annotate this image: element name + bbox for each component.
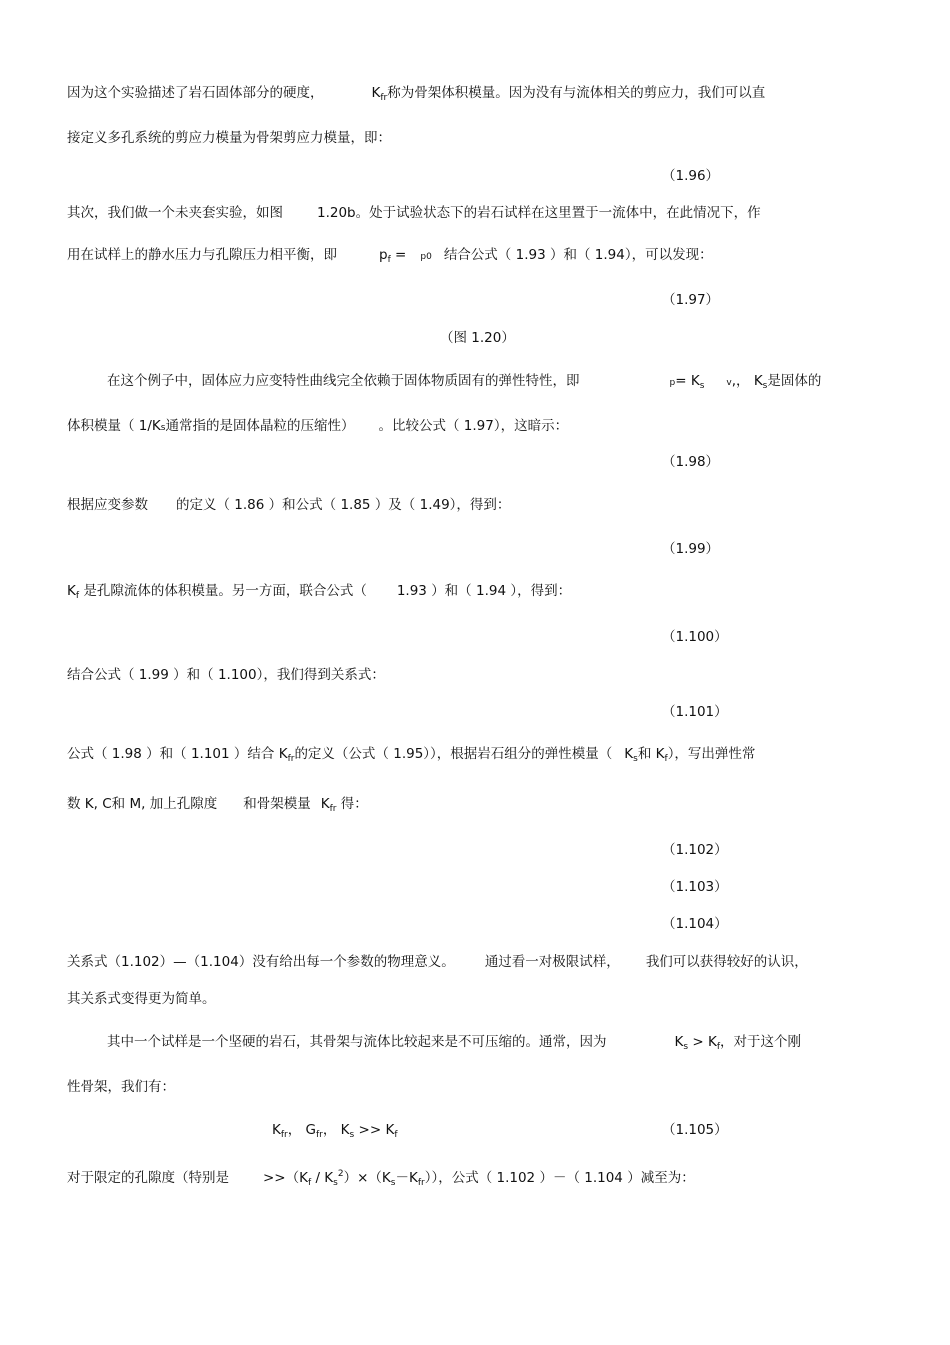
symbol-p0: p [420, 252, 427, 262]
text-segment: ）没有给出每一个参数的物理意义。 [238, 954, 455, 970]
subscript: s [699, 381, 705, 391]
text-line-14 [107, 1033, 801, 1051]
equation-ref: 1.94 [475, 583, 507, 599]
text-segment: >>（K [263, 1170, 308, 1186]
subscript: 0 [426, 252, 432, 262]
text-segment: ）减至为： [627, 1170, 695, 1186]
equation-ref: 1.97 [463, 418, 494, 434]
text-segment: 我们可以获得较好的认识， [645, 954, 808, 970]
text-segment: ），得到： [449, 497, 511, 513]
equation-ref: 1.86 [234, 497, 265, 513]
text-segment: 称为骨架体积模量。因为没有与流体相关的剪应力，我们可以直 [387, 85, 766, 101]
symbol-kf: K [67, 583, 76, 599]
text-segment: 结合公式（ [443, 247, 512, 263]
text-segment: 其次，我们做一个未夹套实验，如图 [67, 205, 283, 221]
text-line-10 [67, 745, 755, 763]
display-equation-1-105 [272, 1121, 397, 1139]
subscript: fr [287, 754, 295, 764]
equation-number-1-99: （1.99） [662, 541, 720, 557]
symbol-kfr: K [320, 796, 330, 812]
text-segment: 用在试样上的静水压力与孔隙压力相平衡，即 [67, 247, 337, 263]
equation-number-1-97: （1.97） [662, 292, 720, 308]
equation-ref: 1.94 [594, 247, 625, 263]
text-segment: 的定义（公式（ [294, 746, 389, 762]
text-segment: ）和（ [549, 247, 591, 263]
equation-number-1-100: （1.100） [662, 629, 728, 645]
text-segment: ），这暗示： [493, 418, 569, 434]
symbol-ks: K [753, 373, 763, 389]
inequality: > K [692, 1034, 717, 1050]
subscript: f [75, 591, 80, 601]
text-segment: / K [315, 1170, 334, 1186]
equals-sign: = [395, 247, 407, 263]
text-line-2: 接定义多孔系统的剪应力模量为骨架剪应力模量，即： [67, 130, 391, 146]
symbol-gfr: G [305, 1122, 316, 1138]
equation-number-1-104: （1.104） [662, 916, 728, 932]
symbol-p: p [669, 378, 676, 388]
equation-ref: 1.102 [496, 1170, 536, 1186]
subscript: s [633, 754, 638, 764]
subscript: f [716, 1042, 720, 1052]
text-segment: ）结合 [233, 746, 275, 762]
equation-inline: = K [675, 373, 700, 389]
text-segment: 加上孔隙度 [149, 796, 218, 812]
text-segment: ），可以发现： [624, 247, 713, 263]
symbol-pf: p [379, 247, 388, 263]
text-line-9 [67, 666, 385, 684]
symbol-kf: K [655, 746, 665, 762]
text-segment: －K [395, 1170, 418, 1186]
equation-ref: 1.104 [584, 1170, 623, 1186]
text-segment: ）－（ [539, 1170, 580, 1186]
text-segment: ）和公式（ [268, 497, 337, 513]
text-segment: ），写出弹性常 [667, 746, 756, 762]
symbol-ks: K [624, 746, 634, 762]
equation-ref: 1.93 [396, 583, 427, 599]
text-segment: ）—（ [159, 954, 201, 970]
subscript: s [762, 381, 768, 391]
text-line-17 [67, 1169, 695, 1187]
text-segment: 体积模量（ [67, 418, 135, 434]
text-segment: ），我们得到关系式： [256, 667, 385, 683]
superscript: 2 [337, 1169, 344, 1179]
equation-number-1-98: （1.98） [662, 454, 720, 470]
text-line-12 [67, 953, 808, 971]
punctuation: ， [322, 1122, 337, 1138]
text-segment: ）），根据岩石组分的弹性模量（ [423, 746, 613, 762]
text-line-15: 性骨架，我们有： [67, 1079, 175, 1095]
figure-ref: 1.20b [317, 205, 356, 221]
equation-ref: 1.100 [217, 667, 257, 683]
text-segment: 公式（ [67, 746, 108, 762]
text-segment: 关系式（ [67, 954, 121, 970]
symbol-kfr: K [278, 746, 288, 762]
symbol-kf: K [385, 1122, 395, 1138]
equation-ref: 1.95 [393, 746, 424, 762]
equation-number-1-101: （1.101） [662, 704, 728, 720]
text-segment: 。处于试验状态下的岩石试样在这里置于一流体中，在此情况下，作 [355, 205, 761, 221]
text-segment: ）和（ [173, 667, 214, 683]
text-segment: 因为这个实验描述了岩石固体部分的硬度， [67, 85, 324, 101]
text-line-8 [67, 582, 571, 600]
symbol-inverse-ks: 1/K [138, 418, 161, 434]
equation-ref: 1.101 [190, 746, 230, 762]
text-segment: C和 [102, 796, 126, 812]
text-line-3 [67, 204, 761, 222]
text-line-5 [107, 372, 821, 392]
subscript: f [664, 754, 668, 764]
symbol-kfr: K [371, 85, 381, 101]
text-line-4 [67, 246, 713, 266]
text-segment: 是固体的 [767, 373, 822, 389]
text-segment: ）及（ [374, 497, 416, 513]
subscript: fr [316, 1130, 323, 1140]
text-line-13: 其关系式变得更为简单。 [67, 991, 216, 1007]
text-line-1 [67, 84, 765, 102]
equation-ref: 1.93 [515, 247, 546, 263]
text-segment: 和 [637, 746, 652, 762]
text-segment: 的定义（ [176, 497, 230, 513]
text-segment: 结合公式（ [67, 667, 135, 683]
symbol-ks: K [674, 1034, 684, 1050]
subscript: s [683, 1042, 689, 1052]
equation-number-1-102: （1.102） [662, 842, 728, 858]
text-segment: 。比较公式（ [378, 418, 460, 434]
equation-ref: 1.85 [340, 497, 371, 513]
subscript: s [390, 1178, 396, 1188]
text-segment: ）×（K [343, 1170, 391, 1186]
text-line-6 [67, 417, 568, 437]
text-segment: ），得到： [510, 583, 572, 599]
equation-number-1-103: （1.103） [662, 879, 728, 895]
subscript: f [394, 1130, 398, 1140]
symbol-m: M, [129, 796, 146, 812]
subscript: fr [329, 804, 337, 814]
symbol-v: v [726, 378, 732, 388]
subscript: s [160, 423, 166, 433]
text-segment: ）），公式（ [424, 1170, 493, 1186]
subscript: fr [280, 1130, 288, 1140]
much-greater-than: >> [358, 1122, 382, 1138]
subscript: s [333, 1178, 338, 1188]
equation-ref: 1.102 [121, 954, 160, 970]
text-line-7 [67, 496, 510, 514]
subscript: fr [417, 1178, 425, 1188]
text-segment: 通常指的是固体晶粒的压缩性） [165, 418, 355, 434]
text-segment: 根据应变参数 [67, 497, 148, 513]
text-segment: ，对于这个刚 [720, 1034, 801, 1050]
symbol-kfr: K [272, 1122, 281, 1138]
text-segment: ）和（ [146, 746, 187, 762]
equation-ref: 1.99 [138, 667, 169, 683]
subscript: fr [380, 93, 388, 103]
punctuation: ， [287, 1122, 302, 1138]
symbol-ks: K [340, 1122, 350, 1138]
punctuation: ,， [731, 373, 750, 389]
equation-ref: 1.104 [200, 954, 239, 970]
equation-number-1-105: （1.105） [662, 1122, 728, 1138]
text-segment: 得： [340, 796, 368, 812]
subscript: f [307, 1178, 312, 1188]
equation-ref: 1.49 [419, 497, 450, 513]
text-line-11 [67, 795, 368, 813]
text-segment: 在这个例子中，固体应力应变特性曲线完全依赖于固体物质固有的弹性特性，即 [107, 373, 580, 389]
text-segment: 对于限定的孔隙度（特别是 [67, 1170, 229, 1186]
figure-caption: （图 1.20） [440, 330, 515, 346]
symbol-k: K, [84, 796, 98, 812]
subscript: f [387, 255, 391, 265]
text-segment: 是孔隙流体的体积模量。另一方面，联合公式（ [83, 583, 367, 599]
equation-number-1-96: （1.96） [662, 168, 720, 184]
subscript: s [349, 1130, 355, 1140]
text-segment: 和骨架模量 [243, 796, 311, 812]
text-segment: 其中一个试样是一个坚硬的岩石，其骨架与流体比较起来是不可压缩的。通常，因为 [107, 1034, 607, 1050]
text-segment: 数 [67, 796, 81, 812]
text-segment: 通过看一对极限试样， [484, 954, 620, 970]
equation-ref: 1.98 [111, 746, 142, 762]
text-segment: ）和（ [431, 583, 472, 599]
